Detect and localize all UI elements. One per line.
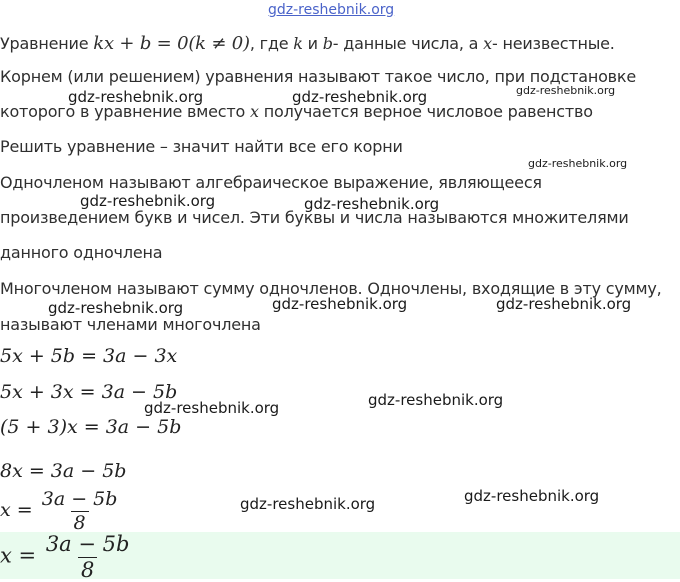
step-3: (5 + 3)x = 3a − 5b <box>0 416 182 438</box>
watermark: gdz-reshebnik.org <box>516 84 616 97</box>
watermark: gdz-reshebnik.org <box>464 487 600 505</box>
step-2: 5x + 3x = 3a − 5b <box>0 381 178 403</box>
equation-kx-b: kx + b = 0(k ≠ 0) <box>93 33 250 54</box>
root-definition-line-2: которого в уравнение вместо x получается верное числовое равенство <box>0 102 593 121</box>
watermark: gdz-reshebnik.org <box>368 391 504 409</box>
polynomial-definition-line-1: Многочленом называют сумму одночленов. Одночлены, входящие в эту сумму, <box>0 279 662 298</box>
watermark-top: gdz-reshebnik.org <box>268 2 395 18</box>
watermark: gdz-reshebnik.org <box>80 192 216 210</box>
watermark: gdz-reshebnik.org <box>272 295 408 313</box>
monomial-definition-line-2: произведением букв и чисел. Эти буквы и числа называются множителями <box>0 208 629 227</box>
watermark: gdz-reshebnik.org <box>240 495 376 513</box>
root-definition-line-1: Корнем (или решением) уравнения называют такое число, при подстановке <box>0 67 637 86</box>
watermark: gdz-reshebnik.org <box>496 295 632 313</box>
step-1: 5x + 5b = 3a − 3x <box>0 345 178 367</box>
answer-fraction: $\frac{3a - 5b}{8}$ <box>45 532 130 582</box>
watermark: gdz-reshebnik.org <box>528 157 628 170</box>
fraction: $\frac{3a - 5b}{8}$ <box>41 488 118 534</box>
step-4: 8x = 3a − 5b <box>0 460 127 482</box>
solve-definition-line: Решить уравнение – значит найти все его корни <box>0 137 403 156</box>
polynomial-definition-line-2: называют членами многочлена <box>0 315 261 334</box>
watermark: gdz-reshebnik.org <box>68 88 204 106</box>
watermark: gdz-reshebnik.org <box>292 88 428 106</box>
step-5: x = $\frac{3a - 5b}{8}$ <box>0 488 120 534</box>
monomial-definition-line-3: данного одночлена <box>0 243 163 262</box>
definition-equation-line: Уравнение kx + b = 0(k ≠ 0), где k и b- данные числа, а x- неизвестные. <box>0 33 615 54</box>
watermark: gdz-reshebnik.org <box>48 299 184 317</box>
monomial-definition-line-1: Одночленом называют алгебраическое выражение, являющееся <box>0 173 542 192</box>
final-answer: x = $\frac{3a - 5b}{8}$ <box>0 532 132 582</box>
watermark: gdz-reshebnik.org <box>144 399 280 417</box>
watermark: gdz-reshebnik.org <box>304 195 440 213</box>
